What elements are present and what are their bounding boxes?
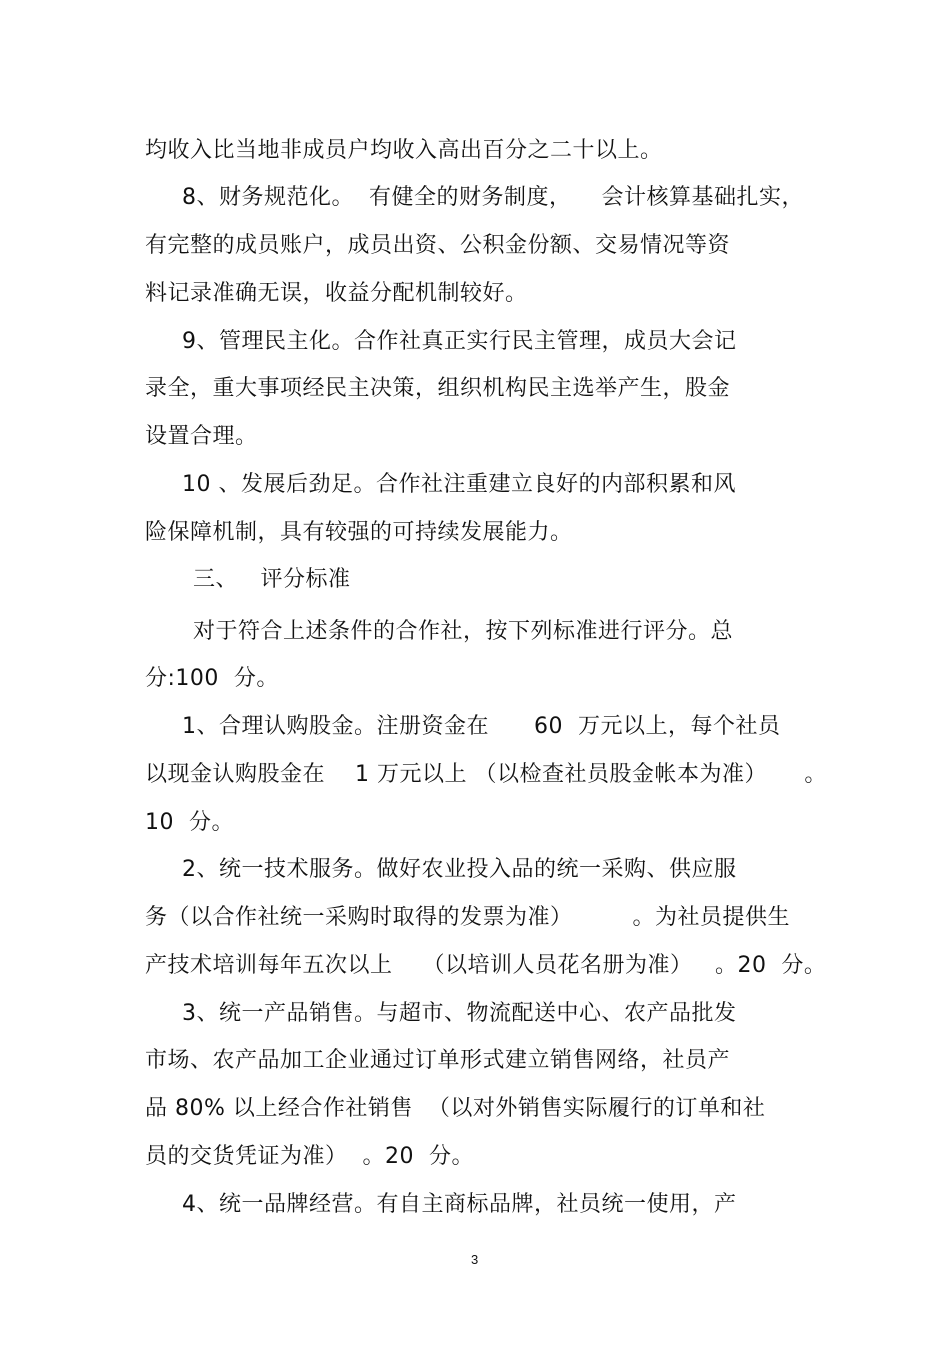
paragraph-line: 1、合理认购股金。注册资金在 60 万元以上，每个社员: [182, 714, 781, 739]
paragraph-line: 10 分。: [145, 810, 234, 835]
paragraph-line: 对于符合上述条件的合作社，按下列标准进行评分。总: [193, 619, 734, 644]
paragraph-line: 有完整的成员账户，成员出资、公积金份额、交易情况等资: [145, 233, 731, 258]
paragraph-line: 10 、发展后劲足。合作社注重建立良好的内部积累和风: [182, 472, 736, 497]
page-number: 3: [471, 1252, 479, 1267]
paragraph-line: 8、财务规范化。 有健全的财务制度， 会计核算基础扎实，: [182, 185, 804, 210]
paragraph-line: 险保障机制，具有较强的可持续发展能力。: [145, 520, 573, 545]
paragraph-line: 料记录准确无误，收益分配机制较好。: [145, 281, 528, 306]
paragraph-line: 4、统一品牌经营。有自主商标品牌，社员统一使用，产: [182, 1192, 737, 1217]
paragraph-line: 品 80% 以上经合作社销售 （以对外销售实际履行的订单和社: [145, 1096, 766, 1121]
paragraph-line: 3、统一产品销售。与超市、物流配送中心、农产品批发: [182, 1001, 737, 1026]
paragraph-line: 产技术培训每年五次以上 （以培训人员花名册为准） 。20 分。: [145, 953, 827, 978]
paragraph-line: 设置合理。: [145, 424, 258, 449]
paragraph-line: 市场、农产品加工企业通过订单形式建立销售网络，社员产: [145, 1048, 731, 1073]
paragraph-line: 2、统一技术服务。做好农业投入品的统一采购、供应服: [182, 857, 737, 882]
section-heading: 三、 评分标准: [193, 567, 351, 592]
paragraph-line: 9、管理民主化。合作社真正实行民主管理，成员大会记: [182, 329, 737, 354]
paragraph-line: 分:100 分。: [145, 666, 279, 691]
paragraph-line: 务（以合作社统一采购时取得的发票为准） 。为社员提供生: [145, 905, 790, 930]
paragraph-line: 员的交货凭证为准） 。20 分。: [145, 1144, 474, 1169]
paragraph-line: 录全，重大事项经民主决策，组织机构民主选举产生，股金: [145, 376, 731, 401]
paragraph-line: 均收入比当地非成员户均收入高出百分之二十以上。: [145, 138, 663, 163]
paragraph-line: 以现金认购股金在 1 万元以上 （以检查社员股金帐本为准） 。: [145, 762, 827, 787]
